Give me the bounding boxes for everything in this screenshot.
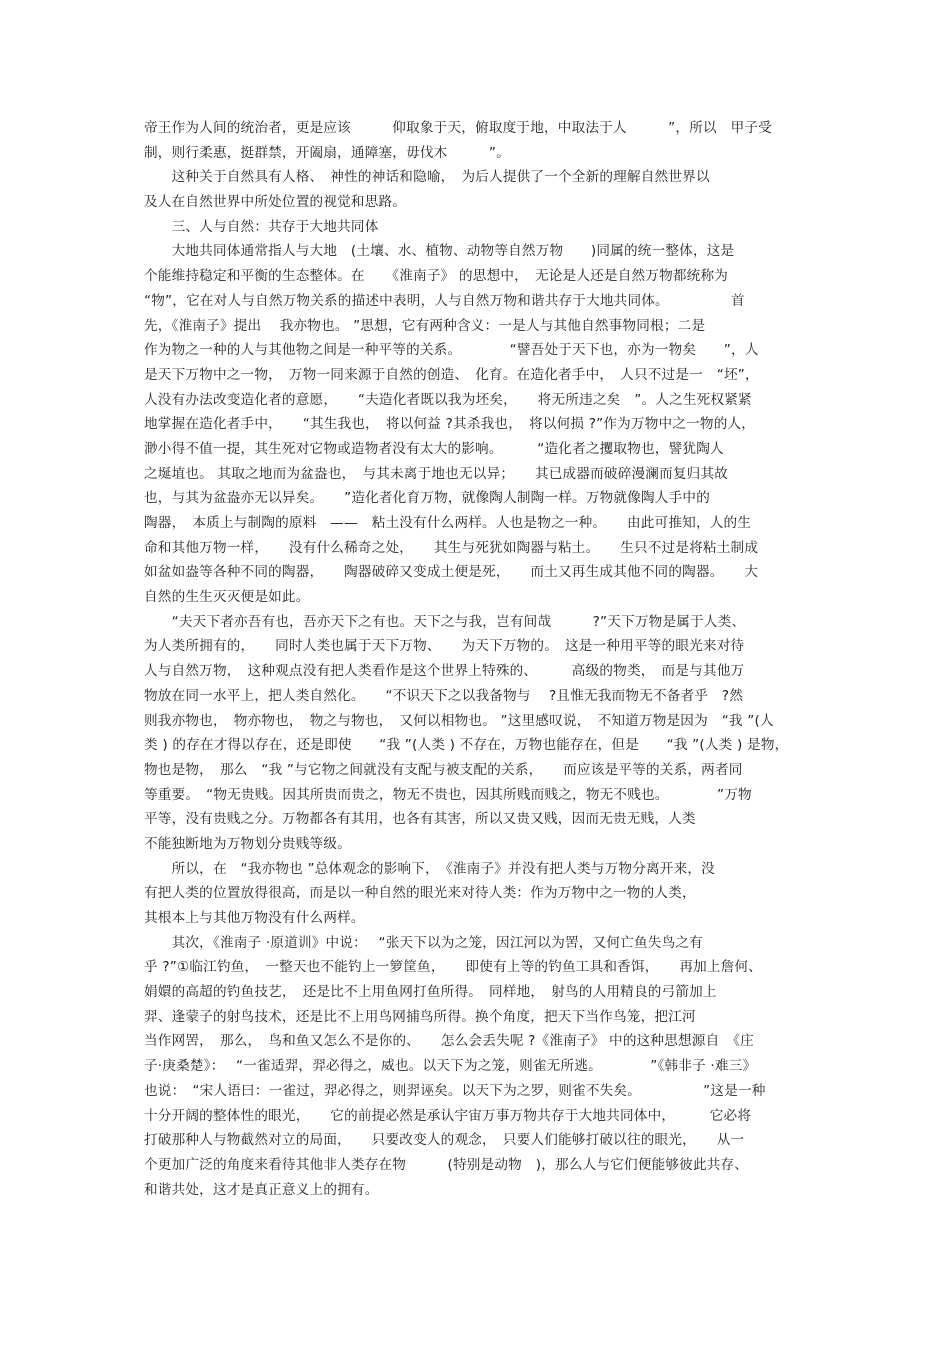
text-line: 个更加广泛的角度来看待其他非人类存在物 (特别是动物 )，那么人与它们便能够彼此共存、 (144, 1156, 749, 1173)
text-line: 自然的生生灭灭便是如此。 (144, 589, 310, 606)
text-line: 大地共同体通常指人与大地 (土壤、水、植物、动物等自然万物 )同属的统一整体，这是 (144, 243, 735, 260)
text-line: 这种关于自然具有人格、 神性的神话和隐喻， 为后人提供了一个全新的理解自然世界以 (144, 169, 710, 186)
text-line: “物”，它在对人与自然万物关系的描述中表明，人与自然万物和谐共存于大地共同体。 首 (144, 292, 745, 309)
text-line: 其次，《淮南子 ·原道训》中说： “张天下以为之笼，因江河以为罟，又何亡鱼失鸟之有 (144, 934, 703, 951)
text-line: “夫天下者亦吾有也，吾亦天下之有也。天下之与我，岂有间哉 ?”天下万物是属于人类、 (144, 613, 746, 630)
text-line: 作为物之一种的人与其他物之间是一种平等的关系。 “譬吾处于天下也，亦为一物矣 ”，人 (144, 342, 759, 359)
text-line: 先，《淮南子》提出 我亦物也。 ”思想，它有两种含义：一是人与其他自然事物同根；二是 (144, 317, 706, 334)
text-line: 帝王作为人间的统治者，更是应该 仰取象于天，俯取度于地，中取法于人 ”，所以 甲子受 (144, 120, 772, 136)
text-line: 也说： “宋人语曰：一雀过，羿必得之，则羿诬矣。以天下为之罗，则雀不失矣。 ”这是一种 (144, 1082, 766, 1099)
text-line: 打破那种人与物截然对立的局面， 只要改变人的观念， 只要人们能够打破以往的眼光， 从一 (144, 1132, 745, 1149)
text-line: 乎 ?”①临江钓鱼， 一整天也不能钓上一箩筐鱼， 即使有上等的钓鱼工具和香饵， 再加上詹何、 (144, 959, 763, 976)
text-line: 人与自然万物， 这种观点没有把人类看作是这个世界上特殊的、 高级的物类， 而是与其他万 (144, 663, 745, 680)
text-line: 有把人类的位置放得很高，而是以一种自然的眼光来对待人类：作为万物中之一物的人类， (144, 885, 696, 902)
document-body (144, 116, 806, 1202)
text-line: 类 ) 的存在才得以存在，还是即使 “我 ”(人类 ) 不存在，万物也能存在，但是 “我 ”(人类 ) 是物， (144, 737, 789, 754)
text-line: 地掌握在造化者手中， “其生我也， 将以何益 ?其杀我也， 将以何损 ?”作为万物中之一物的人， (144, 416, 756, 433)
text-line: 命和其他万物一样， 没有什么稀奇之处， 其生与死犹如陶器与粘土。 生只不过是将粘土制成 (144, 539, 759, 556)
text-line: 羿、逢蒙子的射鸟技术，还是比不上用鸟网捕鸟所得。换个角度，把天下当作鸟笼，把江河 (144, 1008, 696, 1025)
text-line: 如盆如盎等各种不同的陶器， 陶器破碎又变成土便是死， 而土又再生成其他不同的陶器。 大 (144, 564, 759, 581)
text-line: 则我亦物也， 物亦物也， 物之与物也， 又何以相物也。 ”这里感叹说， 不知道万物是因为 “我 ”(人 (144, 712, 774, 729)
text-line: 和谐共处，这才是真正意义上的拥有。 (144, 1181, 379, 1198)
text-line: 十分开阔的整体性的眼光， 它的前提必然是承认宇宙万事万物共存于大地共同体中， 它必将 (144, 1107, 752, 1124)
text-line: 也，与其为盆盎亦无以异矣。 ”造化者化育万物，就像陶人制陶一样。万物就像陶人手中的 (144, 490, 710, 507)
text-line: 是天下万物中之一物， 万物一同来源于自然的创造、 化育。在造化者手中， 人只不过是一 “坯”， (144, 366, 759, 383)
text-line: 个能维持稳定和平衡的生态整体。在 《淮南子》 的思想中， 无论是人还是自然万物都统称为 (144, 268, 729, 285)
text-line: 物也是物， 那么 “我 ”与它物之间就没有支配与被支配的关系， 而应该是平等的关系，两者同 (144, 761, 743, 778)
text-line: 之埏埴也。 其取之地而为盆盎也， 与其未离于地也无以异； 其已成器而破碎漫澜而复归其故 (144, 465, 729, 482)
text-line: 所以，在 “我亦物也 ”总体观念的影响下， 《淮南子》并没有把人类与万物分离开来，没 (144, 860, 715, 877)
text-line: 其根本上与其他万物没有什么两样。 (144, 910, 365, 926)
text-line: 陶器， 本质上与制陶的原料 —— 粘土没有什么两样。人也是物之一种。 由此可推知，人的生 (144, 515, 752, 531)
text-line: 不能独断地为万物划分贵贱等级。 (144, 835, 351, 852)
text-line: 当作网罟， 那么， 鸟和鱼又怎么不是你的、 怎么会丢失呢 ?《淮南子》 中的这种思想源自 《庄 (144, 1033, 754, 1050)
text-line: 子·庚桑楚》： “一雀适羿，羿必得之，威也。以天下为之笼，则雀无所逃。 ”《韩非子 ·难三》 (144, 1058, 757, 1075)
text-line: 为人类所拥有的， 同时人类也属于天下万物、 为天下万物的。 这是一种用平等的眼光来对待 (144, 638, 745, 655)
text-line: 及人在自然世界中所处位置的视觉和思路。 (144, 194, 407, 211)
text-line: 三、人与自然：共存于大地共同体 (144, 218, 379, 235)
text-line: 平等，没有贵贱之分。万物都各有其用，也各有其害，所以又贵又贱，因而无贵无贱，人类 (144, 811, 696, 828)
text-line: 等重要。 “物无贵贱。因其所贵而贵之，物无不贵也，因其所贱而贱之，物无不贱也。 ”万物 (144, 786, 752, 803)
text-line: 物放在同一水平上，把人类自然化。 “不识天下之以我备物与 ?且惟无我而物无不备者乎 ?然 (144, 687, 744, 704)
text-line: 娟嬛的高超的钓鱼技艺， 还是比不上用鱼网打鱼所得。 同样地， 射鸟的人用精良的弓箭加上 (144, 984, 717, 1001)
text-line: 制，则行柔惠，挺群禁，开阖扇，通障塞，毋伐木 ”。 (144, 144, 510, 161)
text-line: 人没有办法改变造化者的意愿， “夫造化者既以我为坯矣， 将无所违之矣 ”。人之生死权紧紧 (144, 391, 752, 408)
text-line: 渺小得不值一提，其生死对它物或造物者没有太大的影响。 “造化者之攫取物也，譬犹陶人 (144, 440, 724, 457)
